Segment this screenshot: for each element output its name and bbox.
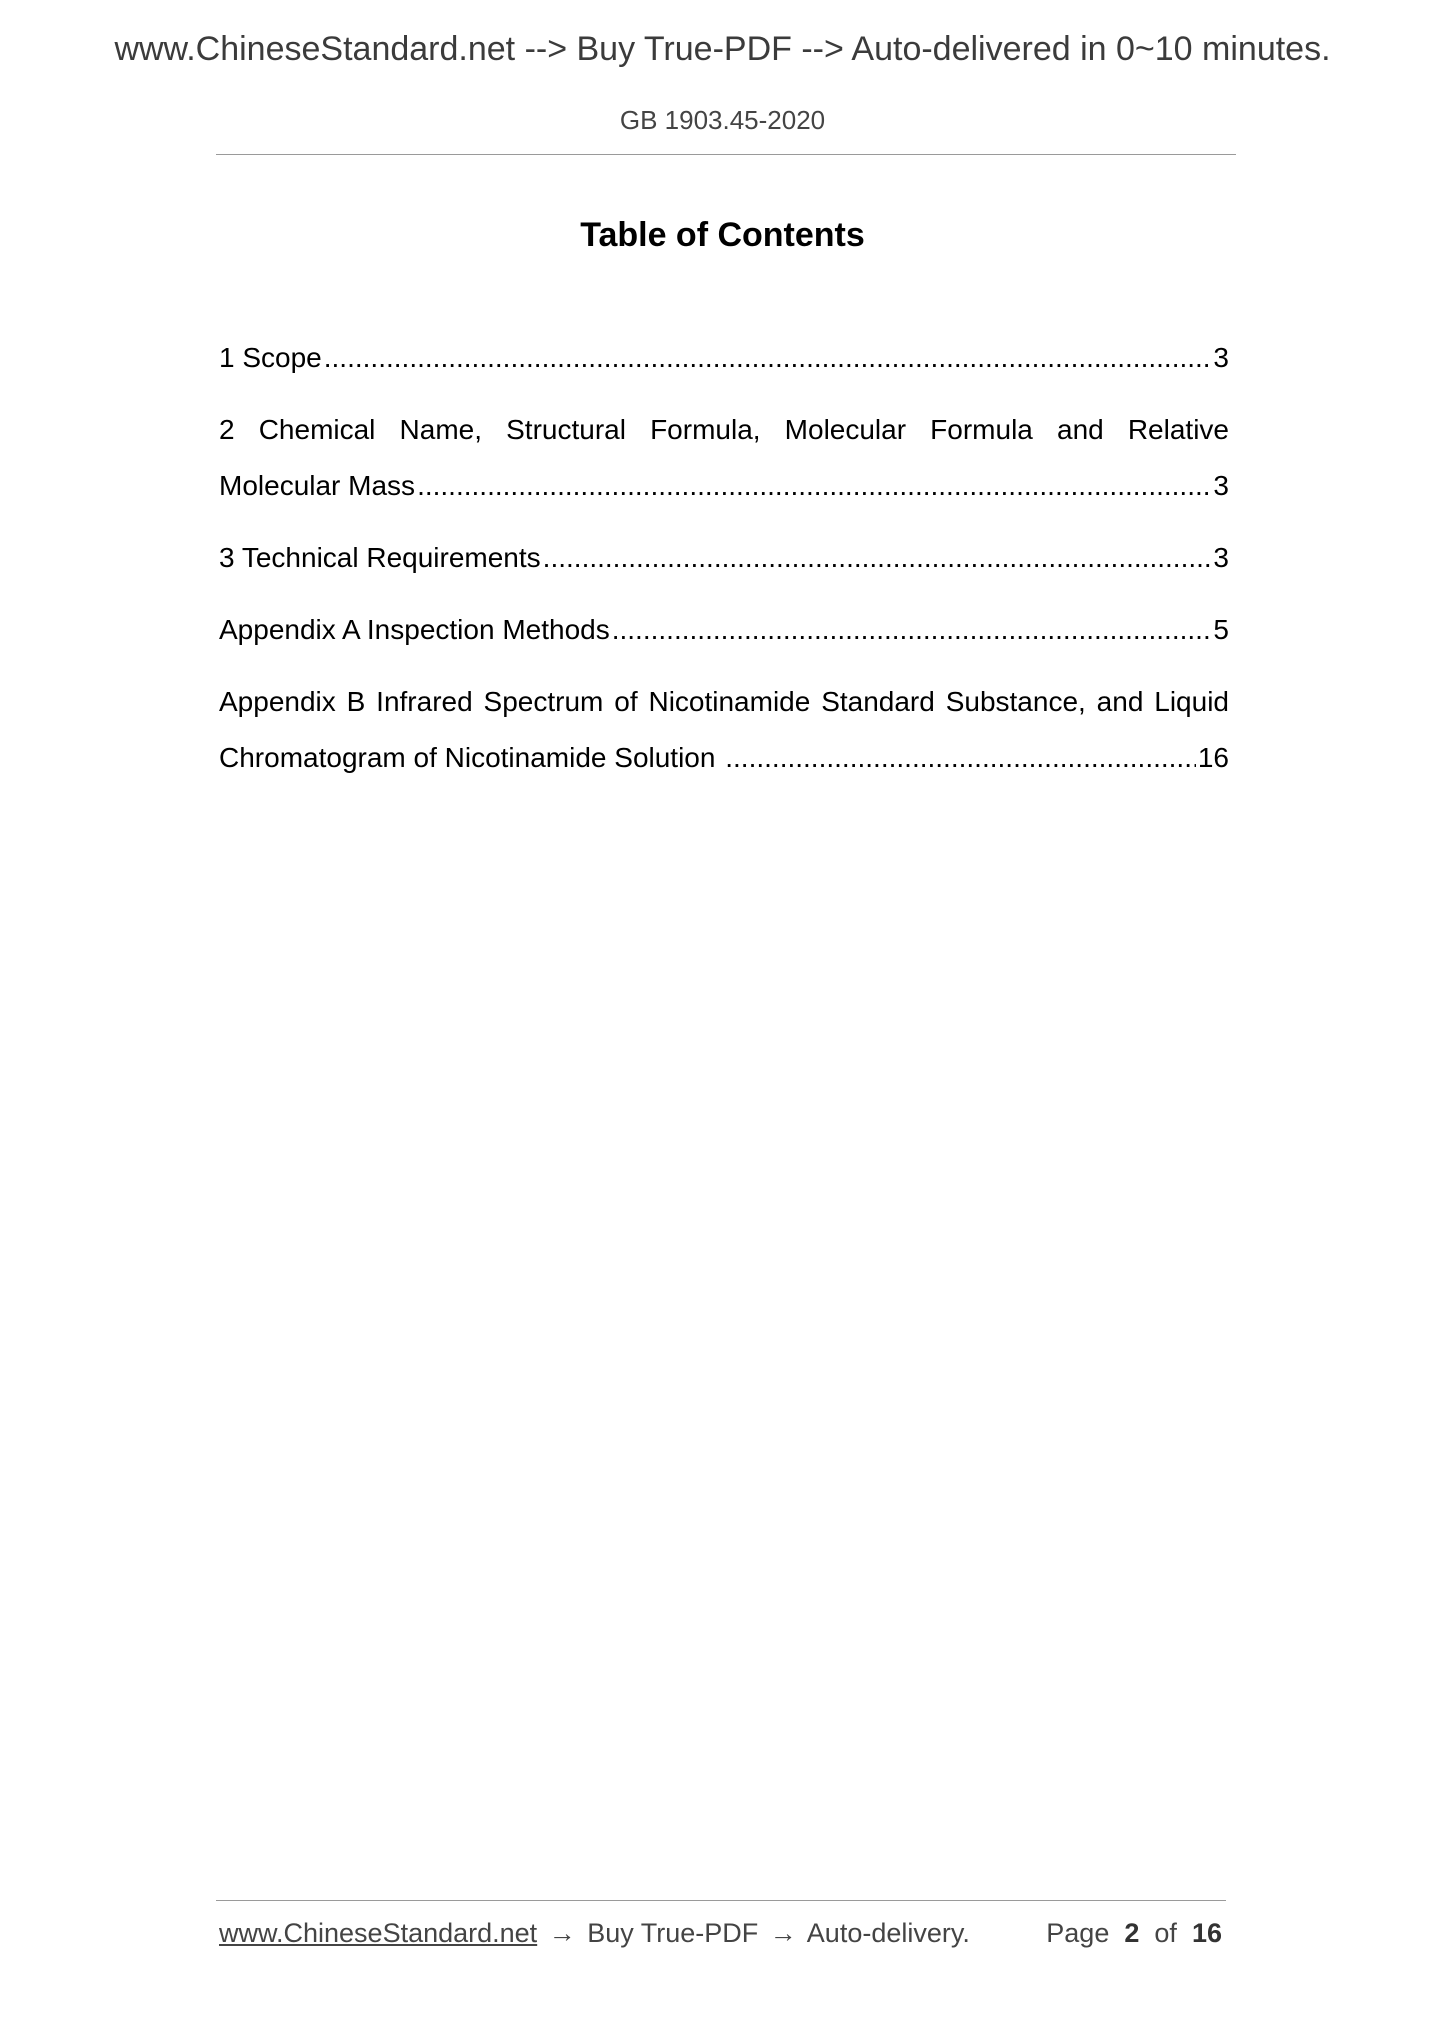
total-pages-number: 16 bbox=[1191, 1918, 1222, 1948]
toc-entry-technical-requirements[interactable] bbox=[219, 530, 1229, 586]
toc-entry-label: 3 Technical Requirements bbox=[219, 542, 541, 573]
footer-delivery-text: Auto-delivery. bbox=[806, 1918, 970, 1948]
arrow-right-icon: → bbox=[769, 1918, 797, 1948]
toc-page-number: 3 bbox=[1213, 342, 1229, 373]
toc-entry-scope[interactable] bbox=[219, 330, 1229, 386]
toc-page-number: 3 bbox=[1213, 542, 1229, 573]
toc-page-number: 5 bbox=[1213, 614, 1229, 645]
toc-page-number: 3 bbox=[1213, 470, 1229, 501]
header-divider bbox=[216, 154, 1236, 155]
footer-promo bbox=[219, 1918, 970, 1949]
toc-entry-label: 1 Scope bbox=[219, 342, 322, 373]
footer-site-link[interactable]: www.ChineseStandard.net bbox=[219, 1918, 538, 1948]
toc-entry-label: 2 Chemical Name, Structural Formula, Molecular Formula and Relative bbox=[219, 414, 1229, 445]
toc-entry-label-continued: Molecular Mass bbox=[219, 470, 416, 501]
page-title: Table of Contents bbox=[580, 216, 865, 254]
table-of-contents bbox=[219, 330, 1229, 786]
toc-entry-appendix-a[interactable] bbox=[219, 602, 1229, 658]
toc-leader-dots bbox=[543, 530, 1212, 586]
arrow-right-icon: → bbox=[548, 1918, 576, 1948]
document-number: GB 1903.45-2020 bbox=[619, 105, 826, 135]
toc-entry-label: Appendix B Infrared Spectrum of Nicotinamide Standard Substance, and Liquid bbox=[219, 686, 1229, 717]
toc-leader-dots bbox=[725, 730, 1196, 786]
toc-entry-label: Appendix A Inspection Methods bbox=[219, 614, 610, 645]
toc-leader-dots bbox=[612, 602, 1212, 658]
toc-entry-chemical-name[interactable] bbox=[219, 402, 1229, 514]
toc-entry-label-continued: Chromatogram of Nicotinamide Solution bbox=[219, 742, 724, 773]
page-indicator bbox=[1046, 1918, 1222, 1949]
toc-page-number: 16 bbox=[1197, 742, 1229, 773]
toc-leader-dots bbox=[324, 330, 1212, 386]
footer-buy-text: Buy True-PDF bbox=[587, 1918, 759, 1948]
toc-entry-appendix-b[interactable] bbox=[219, 674, 1229, 786]
top-banner: www.ChineseStandard.net --> Buy True-PDF --> Auto-delivered in 0~10 minutes. bbox=[114, 30, 1331, 68]
current-page-number: 2 bbox=[1124, 1918, 1140, 1948]
footer-divider bbox=[216, 1900, 1226, 1901]
page-footer bbox=[219, 1918, 1222, 1949]
toc-leader-dots bbox=[417, 458, 1211, 514]
of-label: of bbox=[1154, 1918, 1177, 1948]
page-label: Page bbox=[1046, 1918, 1110, 1948]
